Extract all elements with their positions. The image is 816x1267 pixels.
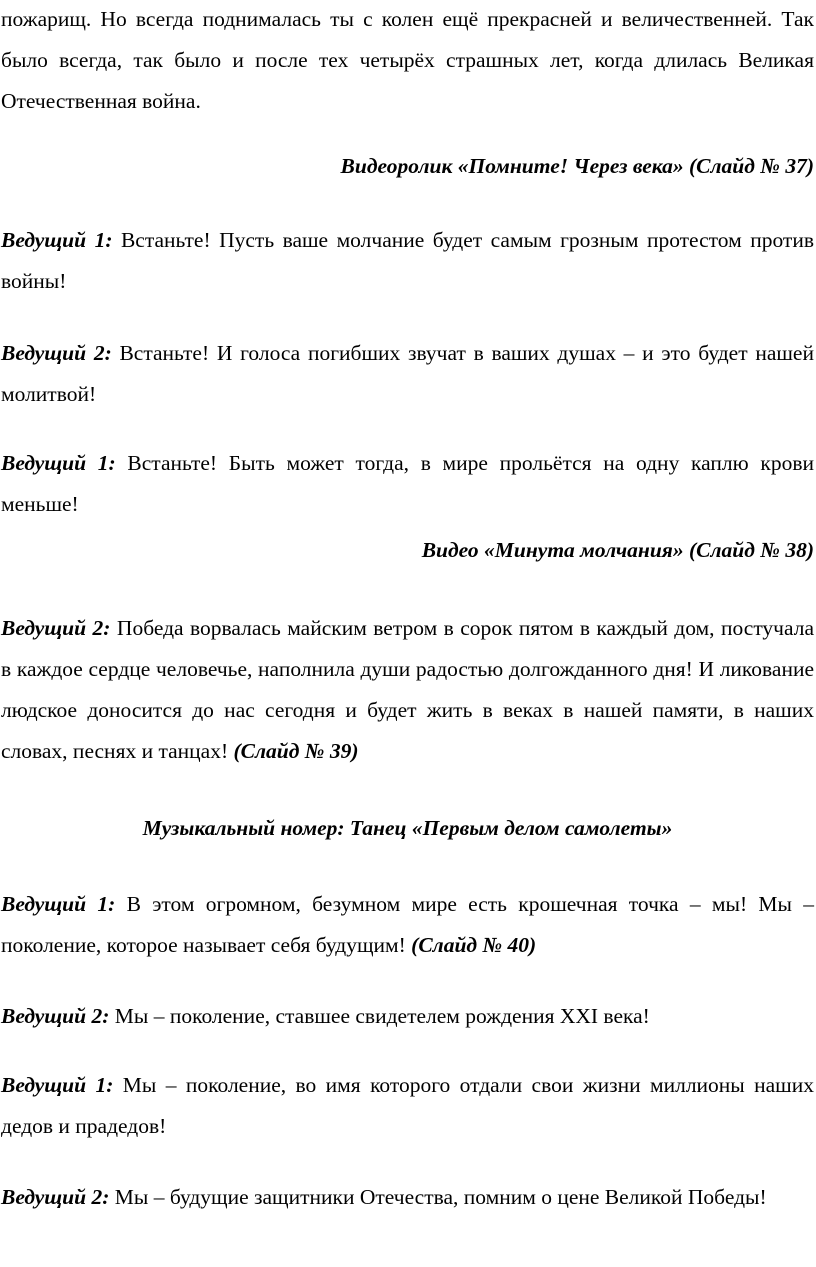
line-host2-victory [1, 608, 814, 772]
intro-paragraph: пожарищ. Но всегда поднималась ты с колен ещё прекрасней и величественней. Так было всегда, так было и после тех четырёх страшных лет, когда длилась Великая Отечественная война. [1, 7, 814, 113]
line-host1-generation [1, 884, 814, 966]
line-host1-stand [1, 220, 814, 302]
line-text: Встаньте! Быть может тогда, в мире прольётся на одну каплю крови меньше! [1, 451, 814, 516]
line-host2-stand [1, 333, 814, 415]
speaker-label: Ведущий 2: [1, 341, 112, 365]
line-host2-defenders [1, 1177, 814, 1218]
speaker-label: Ведущий 1: [1, 228, 113, 252]
line-host2-xxi-century [1, 996, 814, 1037]
line-host1-stand-again [1, 443, 814, 525]
speaker-label: Ведущий 2: [1, 1185, 110, 1209]
line-text: В этом огромном, безумном мире есть крошечная точка – мы! Мы – поколение, которое называет себя будущим! [1, 892, 814, 957]
cue-video-minute-silence: Видео «Минута молчания» (Слайд № 38) [421, 538, 814, 562]
speaker-label: Ведущий 1: [1, 451, 116, 475]
speaker-label: Ведущий 1: [1, 1073, 114, 1097]
speaker-label: Ведущий 2: [1, 1004, 110, 1028]
speaker-label: Ведущий 1: [1, 892, 116, 916]
speaker-label: Ведущий 2: [1, 616, 111, 640]
line-host1-grandfathers [1, 1065, 814, 1147]
cue-video-remember: Видеоролик «Помните! Через века» (Слайд № 37) [340, 154, 814, 178]
line-text: Мы – поколение, ставшее свидетелем рождения XXI века! [109, 1004, 650, 1028]
cue-music-dance: Музыкальный номер: Танец «Первым делом самолеты» [142, 816, 673, 840]
line-text: Мы – будущие защитники Отечества, помним о цене Великой Победы! [109, 1185, 767, 1209]
line-text: Победа ворвалась майским ветром в сорок пятом в каждый дом, постучала в каждое сердце человечье, наполнила души радостью долгожданного дня! И ликование людское доносится до нас сегодня и будет жить в веках в нашей памяти, в наших словах, песнях и танцах! [1, 616, 814, 763]
line-text: Мы – поколение, во имя которого отдали свои жизни миллионы наших дедов и прадедов! [1, 1073, 814, 1138]
line-text: Встаньте! Пусть ваше молчание будет самым грозным протестом против войны! [1, 228, 814, 293]
slide-ref: (Слайд № 40) [411, 933, 537, 957]
slide-ref: (Слайд № 39) [233, 739, 359, 763]
line-text: Встаньте! И голоса погибших звучат в ваших душах – и это будет нашей молитвой! [1, 341, 814, 406]
